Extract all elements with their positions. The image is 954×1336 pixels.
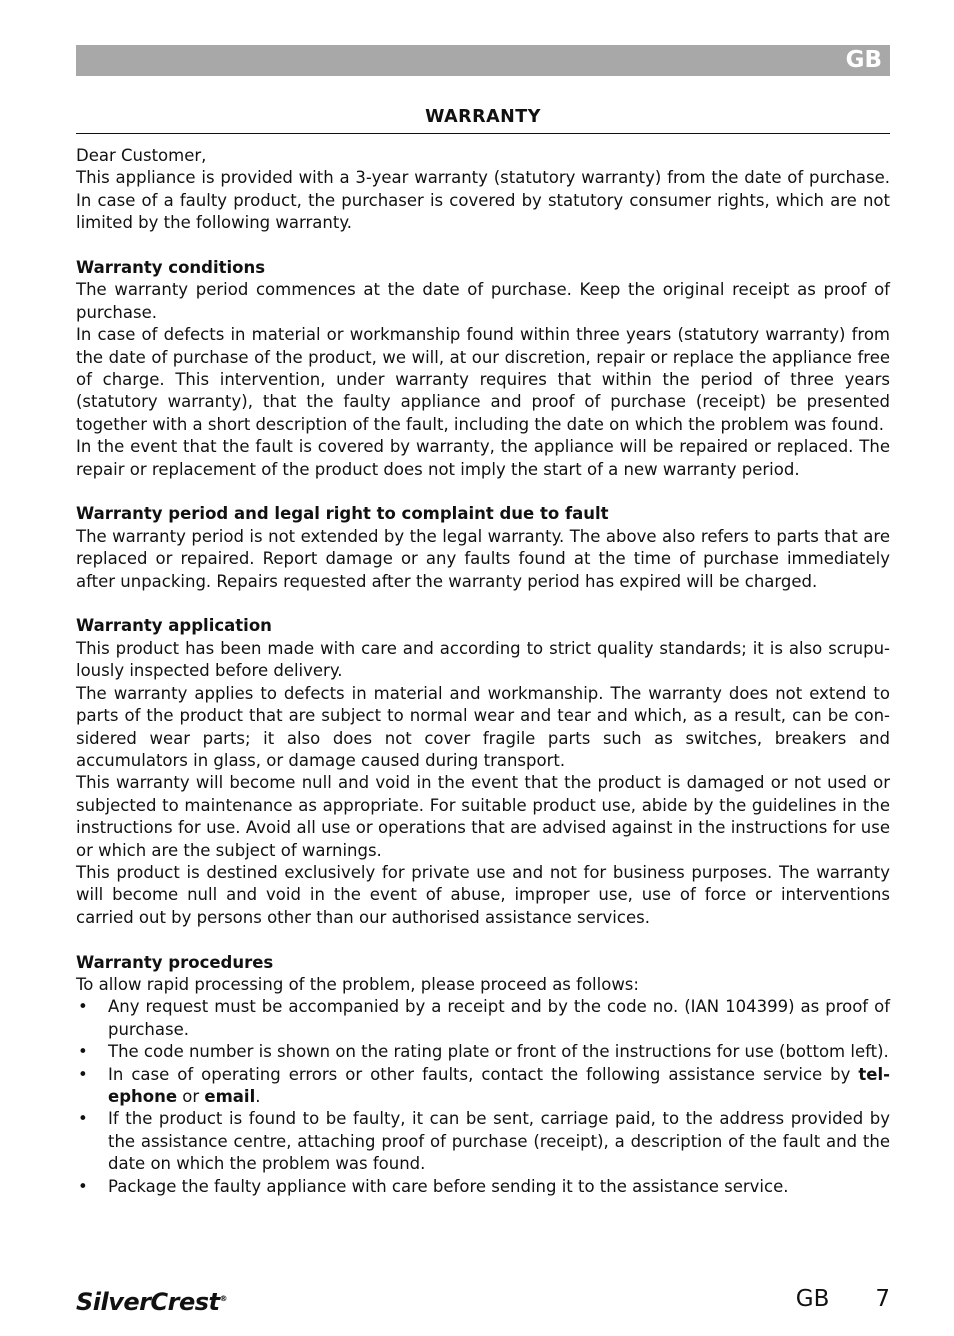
language-tag: GB: [845, 47, 882, 73]
bullet-icon: •: [78, 997, 88, 1017]
language-bar: [76, 45, 890, 76]
bullet-icon: •: [78, 1109, 88, 1129]
section-heading-application: Warranty application: [76, 616, 272, 636]
list-item: • The code number is shown on the rating plate or front of the instructions for use (bottom left).: [76, 1041, 890, 1063]
greeting: Dear Customer,: [76, 146, 207, 165]
list-item: • In case of operating errors or other faults, contact the following assistance service by tel-ephone or email.: [78, 1064, 890, 1106]
section-heading-conditions: Warranty conditions: [76, 258, 266, 278]
list-item: • Package the faulty appliance with care before sending it to the assistance service.: [76, 1176, 890, 1198]
intro-paragraph: This appliance is provided with a 3-year warranty (statutory warranty) from the date of purchase. In case of a faulty product, the purchaser is covered by statutory consumer rights, which are not limited by the following warranty.: [76, 168, 890, 233]
paragraph: This product has been made with care and according to strict quality standards; it is also scrupu-lously inspected before delivery.: [76, 638, 890, 681]
bullet-icon: •: [78, 1064, 88, 1084]
section-heading-period: Warranty period and legal right to complaint due to fault: [76, 504, 609, 524]
title-divider: [76, 133, 890, 134]
page-title: WARRANTY: [425, 107, 541, 127]
paragraph: To allow rapid processing of the problem, please proceed as follows:: [76, 974, 639, 994]
bullet-icon: •: [78, 1176, 88, 1196]
brand-logo: SilverCrest®: [76, 1288, 227, 1316]
section-heading-procedures: Warranty procedures: [76, 952, 274, 972]
list-item: • If the product is found to be faulty, it can be sent, carriage paid, to the address provided by the assistance centre, attaching proof of purchase (receipt), a description of the fault and the date on which the problem was found.: [78, 1109, 890, 1174]
page-footer: [750, 1286, 890, 1312]
footer-lang: GB: [795, 1286, 830, 1312]
paragraph: In case of defects in material or workmanship found within three years (statutory warranty) from the date of purchase of the product, we will, at our discretion, repair or replace the appliance free of charge. This intervention, under warranty requires that within the period of three years (statutory warranty), that the faulty appliance and proof of purchase (receipt) be presented together with a short description of the fault, including the date on which the problem was found.: [76, 325, 890, 434]
list-item: • Any request must be accompanied by a receipt and by the code no. (IAN 104399) as proof of purchase.: [78, 997, 890, 1039]
warranty-text: [76, 145, 890, 1198]
paragraph: The warranty period commences at the date of purchase. Keep the original receipt as proof of purchase.: [76, 280, 890, 322]
paragraph: This product is destined exclusively for private use and not for business purposes. The warranty will become null and void in the event of abuse, improper use, use of force or interventions carried out by persons other than our authorised assistance services.: [76, 862, 890, 927]
paragraph: In the event that the fault is covered by warranty, the appliance will be repaired or replaced. The repair or replacement of the product does not imply the start of a new warranty period.: [76, 437, 890, 479]
page-number: 7: [875, 1286, 890, 1312]
bullet-icon: •: [78, 1042, 88, 1062]
procedure-list: [76, 996, 890, 1198]
paragraph: The warranty applies to defects in material and workmanship. The warranty does not extend to parts of the product that are subject to normal wear and tear and which, as a result, can be con-sidered wear parts; it also does not cover fragile parts such as switches, breakers and accumulators in glass, or damage caused during transport.: [76, 683, 890, 770]
paragraph: This warranty will become null and void in the event that the product is damaged or not used or subjected to maintenance as appropriate. For suitable product use, abide by the guidelines in the instructions for use. Avoid all use or operations that are advised against in the instructions for use or which are the subject of warnings.: [76, 773, 890, 860]
paragraph: The warranty period is not extended by the legal warranty. The above also refers to parts that are replaced or repaired. Report damage or any faults found at the time of purchase immediately after unpacking. Repairs requested after the warranty period has expired will be charged.: [76, 526, 890, 591]
